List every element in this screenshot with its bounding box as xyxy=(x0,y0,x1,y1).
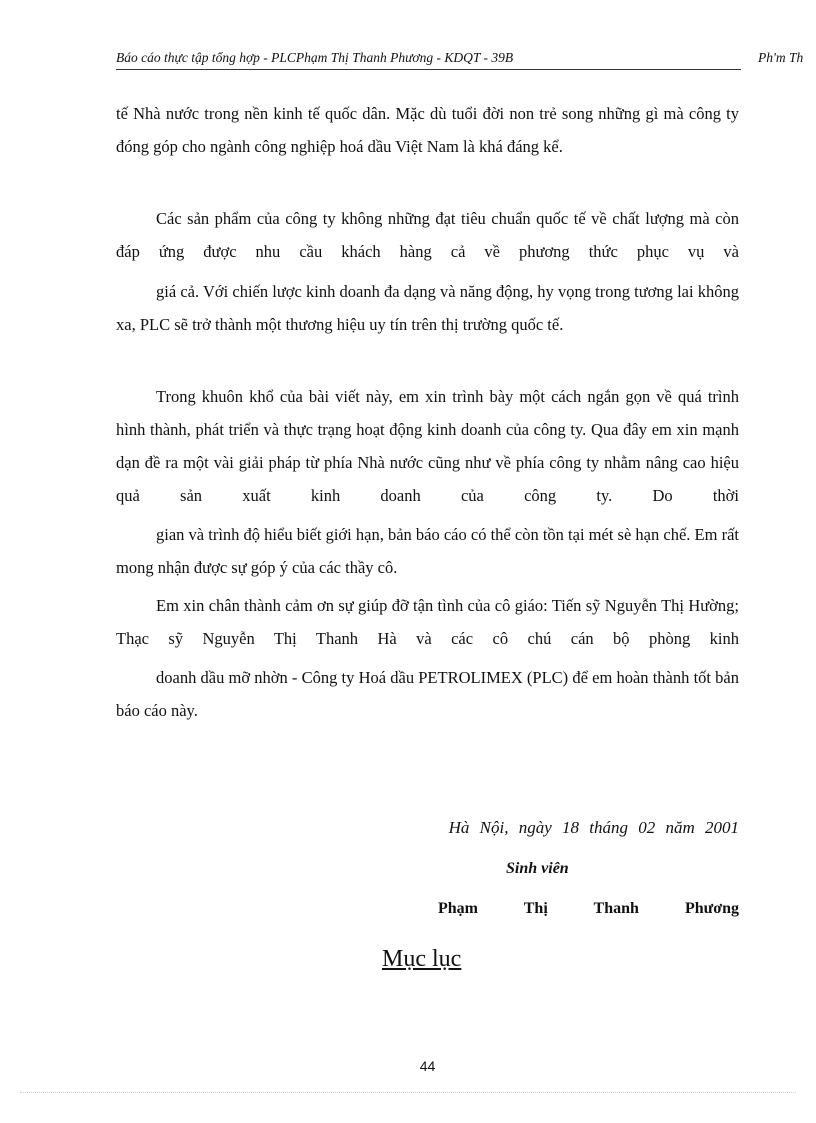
page-number: 44 xyxy=(419,1058,436,1074)
paragraph-6: Em xin chân thành cảm ơn sự giúp đỡ tận tình của cô giáo: Tiến sỹ Nguyễn Thị Hường; Thạc sỹ Nguyễn Thị Thanh Hà và các cô chú cán bộ phòng kinh xyxy=(116,596,739,648)
paragraph-2: Các sản phẩm của công ty không những đạt tiêu chuẩn quốc tế về chất lượng mà còn đáp ứng được nhu cầu khách hàng cả về phương thức phục vụ và xyxy=(116,209,739,261)
header-author: Ph'm Th xyxy=(758,50,804,65)
signature-name: Phạm Thị Thanh Phương xyxy=(438,900,739,917)
header-title: Báo cáo thực tập tổng hợp - PLCPhạm Thị Thanh Phương - KDQT - 39B xyxy=(116,50,741,70)
paragraph-7: doanh dầu mỡ nhờn - Công ty Hoá dầu PETROLIMEX (PLC) để em hoàn thành tốt bản báo cáo này. xyxy=(116,668,739,720)
page-bottom-rule xyxy=(20,1092,796,1093)
paragraph-3: giá cả. Với chiến lược kinh doanh đa dạng và năng động, hy vọng trong tương lai không xa, PLC sẽ trở thành một thương hiệu uy tín trên thị trường quốc tế. xyxy=(116,282,739,334)
toc-title: Mục lục xyxy=(382,946,462,972)
signature-date: Hà Nội, ngày 18 tháng 02 năm 2001 xyxy=(448,818,739,837)
signature-role: Sinh viên xyxy=(506,860,569,877)
paragraph-4: Trong khuôn khổ của bài viết này, em xin trình bày một cách ngắn gọn về quá trình hình thành, phát triển và thực trạng hoạt động kinh doanh của công ty. Qua đây em xin mạnh dạn đề ra một vài giải pháp từ phía Nhà nước cũng như về phía công ty nhằm nâng cao hiệu quả sản xuất kinh doanh của công ty. Do thời xyxy=(116,387,739,505)
paragraph-1: tế Nhà nước trong nền kinh tế quốc dân. Mặc dù tuổi đời non trẻ song những gì mà công ty đóng góp cho ngành công nghiệp hoá dầu Việt Nam là khá đáng kể. xyxy=(116,104,739,156)
paragraph-5: gian và trình độ hiểu biết giới hạn, bản báo cáo có thể còn tồn tại mét sè hạn chế. Em rất mong nhận được sự góp ý của các thầy cô. xyxy=(116,525,739,577)
